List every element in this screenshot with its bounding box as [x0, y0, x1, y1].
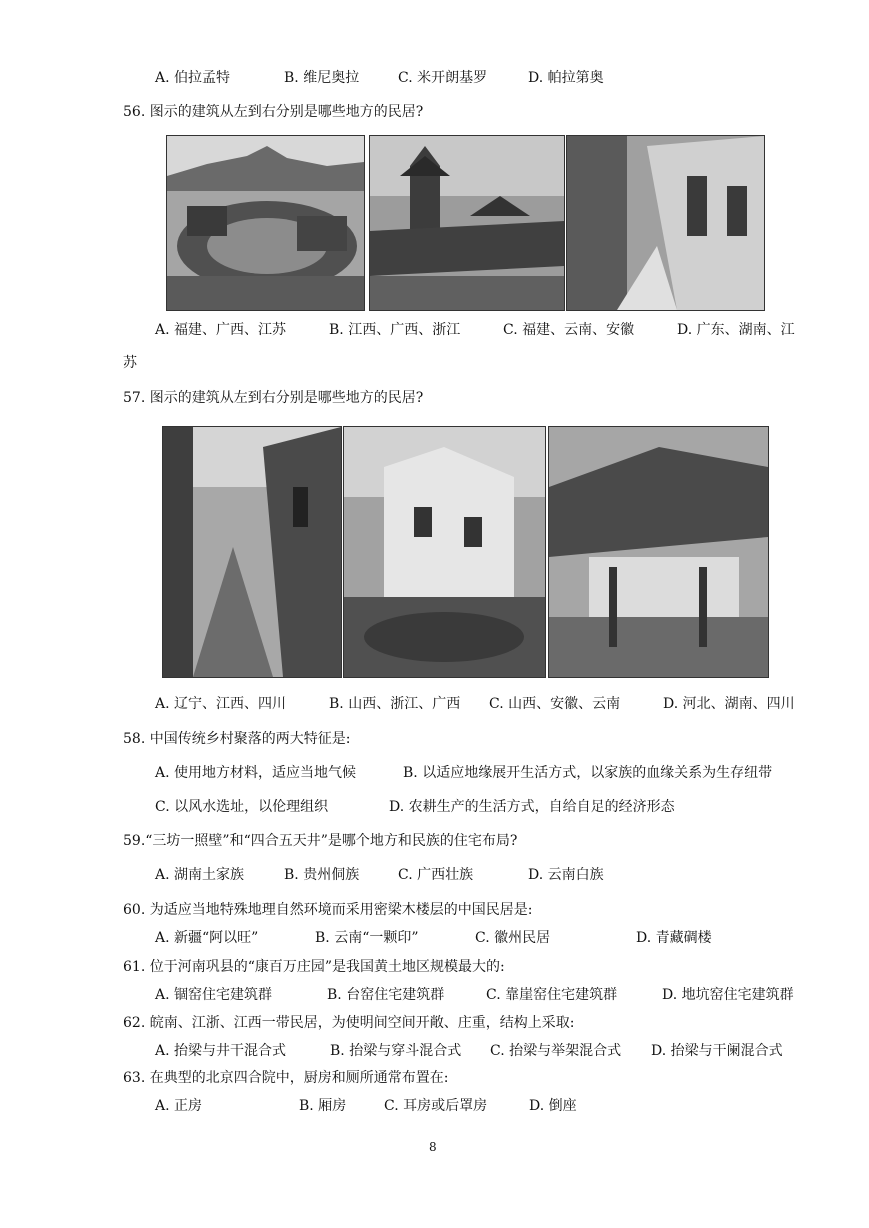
photo-pond-village — [343, 426, 546, 678]
q62-option-b: B. 抬梁与穿斗混合式 — [330, 1043, 462, 1059]
q58-option-b: B. 以适应地缘展开生活方式，以家族的血缘关系为生存纽带 — [403, 765, 773, 781]
photo-wooden-house — [548, 426, 769, 678]
q58-option-a: A. 使用地方材料，适应当地气候 — [155, 765, 357, 781]
q59-option-c: C. 广西壮族 — [398, 867, 474, 883]
q56-stem: 56. 图示的建筑从左到右分别是哪些地方的民居? — [123, 104, 424, 120]
q60-stem: 60. 为适应当地特殊地理自然环境而采用密梁木楼层的中国民居是: — [123, 902, 533, 918]
q61-option-c: C. 靠崖窑住宅建筑群 — [486, 987, 618, 1003]
q55-option-c: C. 米开朗基罗 — [398, 70, 488, 86]
q63-stem: 63. 在典型的北京四合院中，厨房和厕所通常布置在: — [123, 1070, 449, 1086]
q61-option-d: D. 地坑窑住宅建筑群 — [662, 987, 794, 1003]
photo-alley — [162, 426, 342, 678]
q60-option-c: C. 徽州民居 — [475, 930, 551, 946]
q60-option-a: A. 新疆“阿以旺” — [155, 930, 259, 946]
q63-option-a: A. 正房 — [155, 1098, 203, 1114]
photo-tulou — [166, 135, 365, 311]
q56-option-wrap: 苏 — [123, 355, 137, 371]
photo-water-town — [566, 135, 765, 311]
q56-option-b: B. 江西、广西、浙江 — [329, 322, 461, 338]
q60-option-b: B. 云南“一颗印” — [315, 930, 419, 946]
q62-option-d: D. 抬梁与干阑混合式 — [651, 1043, 783, 1059]
q57-stem: 57. 图示的建筑从左到右分别是哪些地方的民居? — [123, 390, 424, 406]
q57-option-b: B. 山西、浙江、广西 — [329, 696, 461, 712]
q59-option-d: D. 云南白族 — [528, 867, 604, 883]
page-number: 8 — [429, 1140, 437, 1154]
q56-option-c: C. 福建、云南、安徽 — [503, 322, 635, 338]
q63-option-d: D. 倒座 — [529, 1098, 577, 1114]
q58-option-c: C. 以风水选址，以伦理组织 — [155, 799, 329, 815]
q55-option-d: D. 帕拉第奥 — [528, 70, 604, 86]
q55-option-a: A. 伯拉孟特 — [155, 70, 231, 86]
q57-option-d: D. 河北、湖南、四川 — [663, 696, 795, 712]
q56-option-a: A. 福建、广西、江苏 — [155, 322, 287, 338]
q59-option-a: A. 湖南土家族 — [155, 867, 245, 883]
q62-option-a: A. 抬梁与井干混合式 — [155, 1043, 287, 1059]
q62-stem: 62. 皖南、江浙、江西一带民居，为使明间空间开敞、庄重，结构上采取: — [123, 1015, 575, 1031]
q57-option-a: A. 辽宁、江西、四川 — [155, 696, 287, 712]
q59-stem: 59.“三坊一照壁”和“四合五天井”是哪个地方和民族的住宅布局? — [123, 833, 518, 849]
q63-option-b: B. 厢房 — [299, 1098, 347, 1114]
q55-option-b: B. 维尼奥拉 — [284, 70, 360, 86]
q56-option-d: D. 广东、湖南、江 — [677, 322, 795, 338]
q61-option-b: B. 台窑住宅建筑群 — [327, 987, 445, 1003]
q58-option-d: D. 农耕生产的生活方式，自给自足的经济形态 — [389, 799, 675, 815]
q61-option-a: A. 锢窑住宅建筑群 — [155, 987, 273, 1003]
q61-stem: 61. 位于河南巩县的“康百万庄园”是我国黄土地区规模最大的: — [123, 959, 505, 975]
q57-option-c: C. 山西、安徽、云南 — [489, 696, 621, 712]
q58-stem: 58. 中国传统乡村聚落的两大特征是: — [123, 731, 351, 747]
q60-option-d: D. 青藏碉楼 — [636, 930, 712, 946]
q59-option-b: B. 贵州侗族 — [284, 867, 360, 883]
q63-option-c: C. 耳房或后罩房 — [384, 1098, 488, 1114]
photo-drum-tower-bridge — [369, 135, 565, 311]
q62-option-c: C. 抬梁与举架混合式 — [490, 1043, 622, 1059]
